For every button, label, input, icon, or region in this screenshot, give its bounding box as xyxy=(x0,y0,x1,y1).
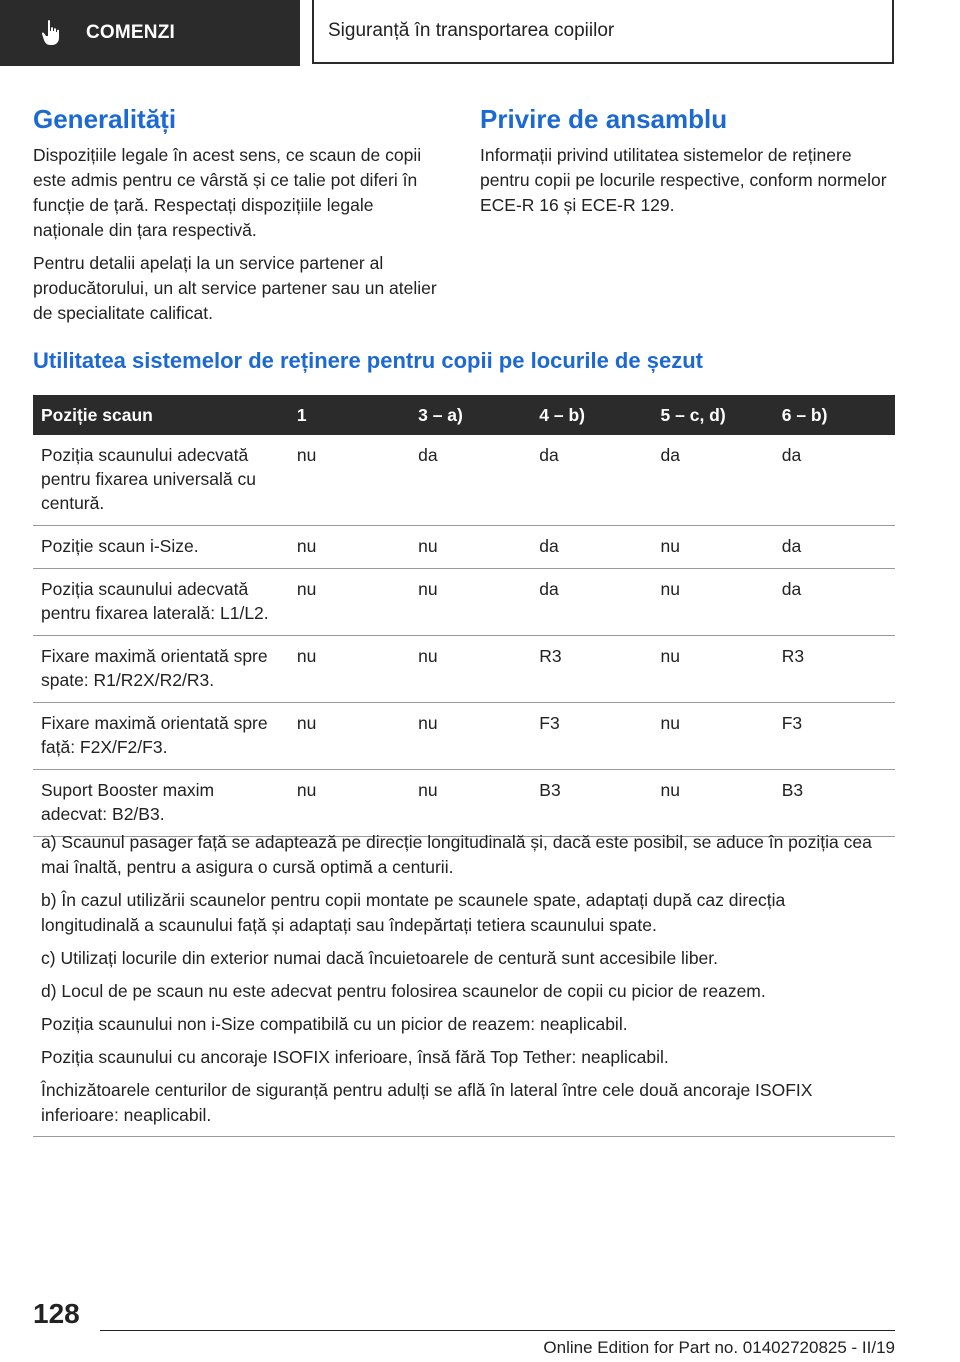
overview-heading: Privire de ansamblu xyxy=(480,104,728,134)
table-cell: nu xyxy=(410,569,531,636)
table-cell: nu xyxy=(289,526,410,569)
table-cell: nu xyxy=(289,435,410,526)
table-cell: nu xyxy=(653,569,774,636)
table-row xyxy=(33,526,895,569)
table-cell: nu xyxy=(410,703,531,770)
table-cell: Poziție scaun i-Size. xyxy=(33,526,289,569)
note-non-isize: Poziția scaunului non i-Size compatibilă cu un picior de reazem: neaplicabil. xyxy=(41,1014,628,1034)
table-cell: da xyxy=(410,435,531,526)
table-header-cell: 6 – b) xyxy=(774,395,895,435)
table-heading: Utilitatea sistemelor de reținere pentru copii pe locurile de șezut xyxy=(33,348,703,373)
table-cell: nu xyxy=(410,526,531,569)
table-header-cell: 1 xyxy=(289,395,410,435)
table-cell: Poziția scaunului adecvată pentru fixarea universală cu centură. xyxy=(33,435,289,526)
table-cell: nu xyxy=(289,703,410,770)
chapter-tab-label: COMENZI xyxy=(86,22,176,43)
general-paragraph-2: Pentru detalii apelați la un service partener al producătorului, un alt service partener sau un atelier de specialitate calificat. xyxy=(33,253,437,323)
note-c: c) Utilizați locurile din exterior numai dacă încuietoarele de centură sunt accesibile liber. xyxy=(41,948,719,968)
table-cell: nu xyxy=(653,526,774,569)
hand-pointer-icon xyxy=(40,18,66,48)
table-cell: nu xyxy=(410,636,531,703)
table-header-cell: 4 – b) xyxy=(531,395,652,435)
table-cell: nu xyxy=(289,770,410,837)
table-cell: da xyxy=(774,569,895,636)
left-column xyxy=(33,104,441,334)
table-header-cell: Poziție scaun xyxy=(33,395,289,435)
note-b: b) În cazul utilizării scaunelor pentru copii montate pe scaunele spate, adaptați după caz direcția longitudinală a scaunului față și adaptați sau îndepărtați tetiera scaunului spate. xyxy=(41,890,786,935)
table-header-cell: 3 – a) xyxy=(410,395,531,435)
table-row xyxy=(33,703,895,770)
table-cell: da xyxy=(774,526,895,569)
seat-suitability-table xyxy=(33,395,895,837)
note-isofix: Poziția scaunului cu ancoraje ISOFIX inferioare, însă fără Top Tether: neaplicabil. xyxy=(41,1047,669,1067)
table-cell: da xyxy=(531,435,652,526)
table-cell: nu xyxy=(653,636,774,703)
overview-paragraph: Informații privind utilitatea sistemelor de reținere pentru copii pe locurile respective, conform normelor ECE-R 16 și ECE-R 129. xyxy=(480,145,887,215)
section-title xyxy=(312,0,894,64)
table-cell: F3 xyxy=(774,703,895,770)
table-cell: Fixare maximă orientată spre față: F2X/F2/F3. xyxy=(33,703,289,770)
page-number: 128 xyxy=(33,1298,80,1329)
table-cell: nu xyxy=(653,703,774,770)
table-cell: R3 xyxy=(774,636,895,703)
table-cell: da xyxy=(774,435,895,526)
table-cell: nu xyxy=(410,770,531,837)
note-a: a) Scaunul pasager față se adaptează pe direcție longitudinală și, dacă este posibil, se aduce în poziția cea mai înaltă, pentru a asigura o cursă optimă a centurii. xyxy=(41,832,872,877)
table-header-cell: 5 – c, d) xyxy=(653,395,774,435)
table-row xyxy=(33,569,895,636)
chapter-tab[interactable] xyxy=(0,0,300,66)
note-d: d) Locul de pe scaun nu este adecvat pentru folosirea scaunelor de copii cu picior de reazem. xyxy=(41,981,766,1001)
table-cell: F3 xyxy=(531,703,652,770)
table-cell: nu xyxy=(289,569,410,636)
table-row xyxy=(33,636,895,703)
table-cell: Suport Booster maxim adecvat: B2/B3. xyxy=(33,770,289,837)
section-title-label: Siguranță în transportarea copiilor xyxy=(328,20,615,41)
table-notes xyxy=(33,822,895,1137)
general-paragraph-1: Dispozițiile legale în acest sens, ce scaun de copii este admis pentru ce vârstă și ce talie pot diferi în funcție de țară. Respectați dispozițiile legale naționale din țara respectivă. xyxy=(33,145,422,240)
edition-info: Online Edition for Part no. 01402720825 - II/19 xyxy=(543,1338,895,1357)
table-cell: Poziția scaunului adecvată pentru fixarea laterală: L1/L2. xyxy=(33,569,289,636)
right-column xyxy=(480,104,888,226)
table-cell: da xyxy=(531,569,652,636)
table-row xyxy=(33,435,895,526)
table-cell: nu xyxy=(653,770,774,837)
table-cell: B3 xyxy=(774,770,895,837)
table-cell: R3 xyxy=(531,636,652,703)
table-header-row xyxy=(33,395,895,435)
table-cell: B3 xyxy=(531,770,652,837)
table-cell: Fixare maximă orientată spre spate: R1/R2X/R2/R3. xyxy=(33,636,289,703)
table-cell: da xyxy=(653,435,774,526)
table-cell: da xyxy=(531,526,652,569)
table-cell: nu xyxy=(289,636,410,703)
general-heading: Generalități xyxy=(33,104,177,134)
page-header xyxy=(0,0,960,68)
footer-divider xyxy=(100,1330,895,1331)
note-buckles: Închizătoarele centurilor de siguranță pentru adulți se află în lateral între cele două ancoraje ISOFIX inferioare: neaplicabil. xyxy=(41,1080,813,1125)
